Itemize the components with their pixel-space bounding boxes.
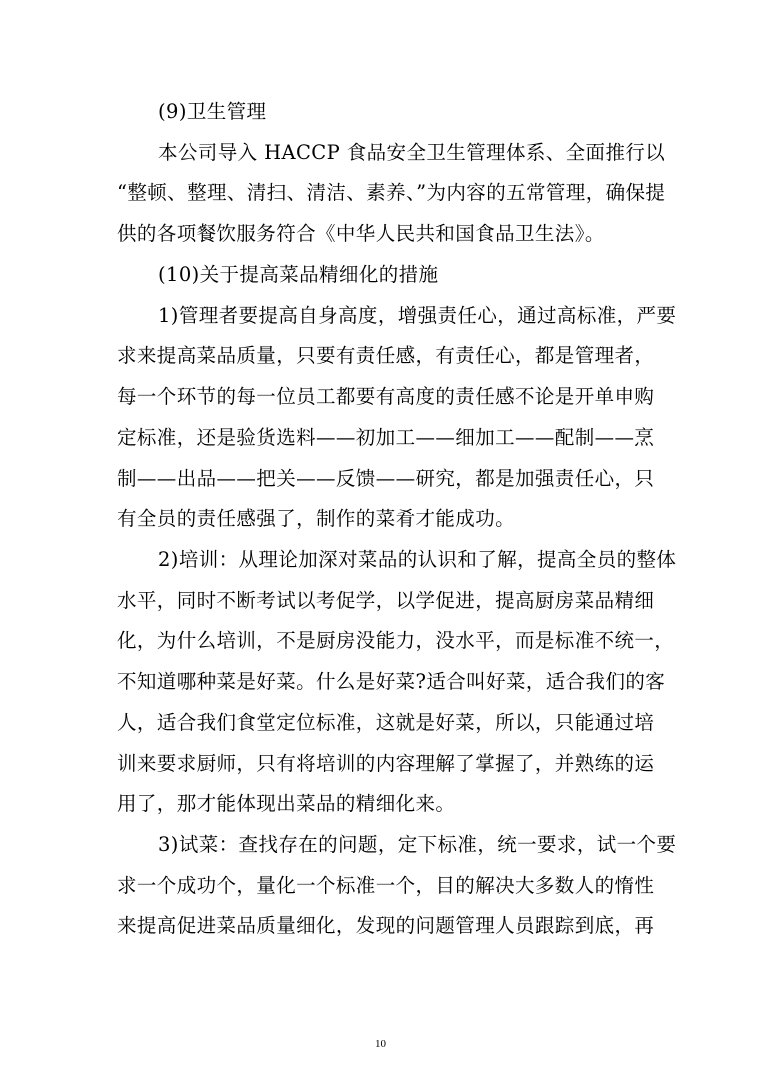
paragraph-line: 训来要求厨师，只有将培训的内容理解了掌握了，并熟练的运 [117,752,655,775]
section-heading-refinement: (10)关于提高菜品精细化的措施 [158,263,439,286]
paragraph-line: 供的各项餐饮服务符合《中华人民共和国食品卫生法》。 [117,222,605,245]
paragraph-line: 用了，那才能体现出菜品的精细化来。 [117,792,456,815]
paragraph-line: 水平，同时不断考试以考促学，以学促进，提高厨房菜品精细 [117,589,655,612]
paragraph-line: 求来提高菜品质量，只要有责任感，有责任心，都是管理者， [117,344,655,367]
paragraph-line: 1)管理者要提高自身高度，增强责任心，通过高标准，严要 [158,304,677,327]
paragraph-line: “整顿、整理、清扫、清洁、素养、”为内容的五常管理，确保提 [117,181,666,204]
paragraph-line: 有全员的责任感强了，制作的菜肴才能成功。 [117,507,516,530]
paragraph-line: 人，适合我们食堂定位标准，这就是好菜，所以，只能通过培 [117,711,655,734]
paragraph-line: 来提高促进菜品质量细化，发现的问题管理人员跟踪到底，再 [117,914,655,937]
paragraph-line: 求一个成功个，量化一个标准一个，目的解决大多数人的惰性 [117,874,655,897]
paragraph-line: 不知道哪种菜是好菜。什么是好菜?适合叫好菜，适合我们的客 [117,670,666,693]
section-heading-hygiene: (9)卫生管理 [158,100,267,123]
paragraph-line: 化，为什么培训，不是厨房没能力，没水平，而是标准不统一， [117,629,675,652]
paragraph-line: 每一个环节的每一位员工都要有高度的责任感不论是开单申购 [117,385,655,408]
paragraph-line: 2)培训：从理论加深对菜品的认识和了解，提高全员的整体 [158,548,677,571]
paragraph-line: 制——出品——把关——反馈——研究，都是加强责任心，只 [117,467,655,490]
paragraph-line: 本公司导入 HACCP 食品安全卫生管理体系、全面推行以 [158,141,666,164]
paragraph-line: 3)试菜：查找存在的问题，定下标准，统一要求，试一个要 [158,833,677,856]
paragraph-line: 定标准，还是验货选料——初加工——细加工——配制——烹 [117,426,655,449]
page-number: 10 [375,1038,386,1050]
